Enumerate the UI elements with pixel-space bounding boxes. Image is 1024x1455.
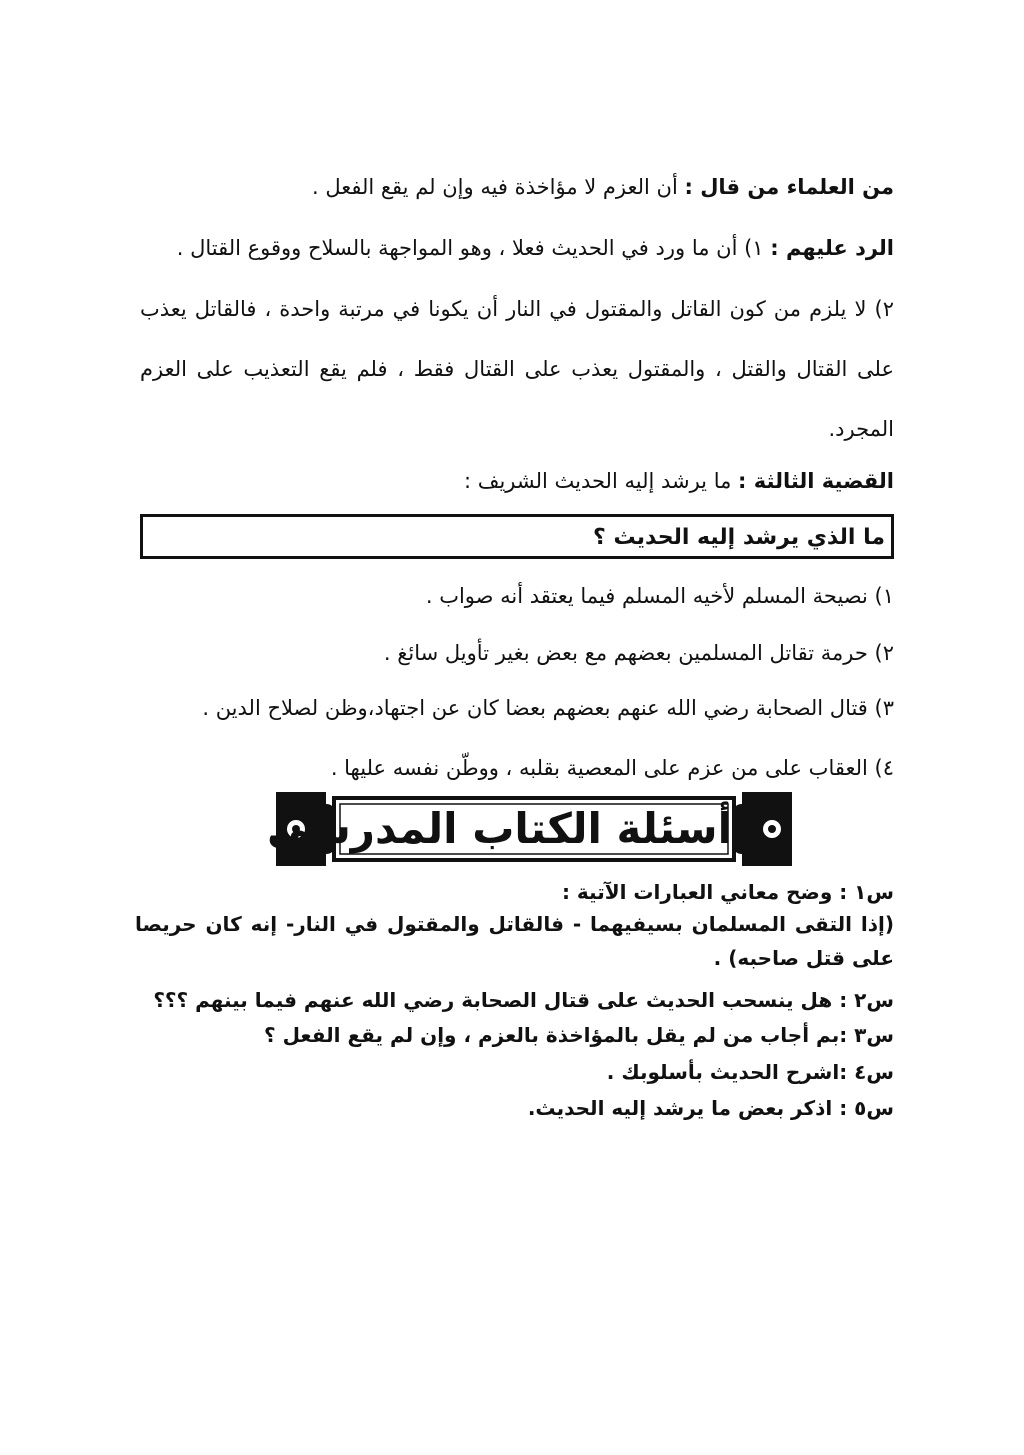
paragraph-text: أن العزم لا مؤاخذة فيه وإن لم يقع الفعل . [311,175,678,199]
paragraph-label: الرد عليهم : [770,236,894,260]
question-1: س١ : وضح معاني العبارات الآتية : [561,880,894,904]
question-3: س٣ :بم أجاب من لم يقل بالمؤاخذة بالعزم ، وإن لم يقع الفعل ؟ [264,1023,894,1047]
paragraph-line: على القتال والقتل ، والمقتول يعذب على القتال فقط ، فلم يقع التعذيب على العزم [140,357,894,381]
guidance-item: ١) نصيحة المسلم لأخيه المسلم فيما يعتقد أنه صواب . [425,584,894,608]
paragraph-text: ١) أن ما ورد في الحديث فعلا ، وهو المواجهة بالسلاح ووقوع القتال . [176,236,764,260]
paragraph-label: القضية الثالثة : [738,469,894,493]
banner-title: أسئلة الكتاب المدرسي [267,804,732,853]
paragraph-rebuttal [140,233,894,263]
paragraph-third-issue [140,466,894,496]
question-2: س٢ : هل ينسحب الحديث على قتال الصحابة رضي الله عنهم فيما بينهم ؟؟؟ [153,988,894,1012]
paragraph-label: من العلماء من قال : [684,175,894,199]
section-banner [267,790,794,868]
question-5: س٥ : اذكر بعض ما يرشد إليه الحديث. [527,1096,894,1120]
paragraph-line: ٢) لا يلزم من كون القاتل والمقتول في النار أن يكونا في مرتبة واحدة ، فالقاتل يعذب [140,297,894,321]
boxed-heading-text: ما الذي يرشد إليه الحديث ؟ [593,525,885,550]
question-1-quote: (إذا التقى المسلمان بسيفيهما - فالقاتل والمقتول في النار- إنه كان حريصا [135,912,894,936]
question-4: س٤ :اشرح الحديث بأسلوبك . [606,1060,894,1084]
paragraph-line: المجرد. [828,417,894,441]
paragraph-text: ما يرشد إليه الحديث الشريف : [463,469,732,493]
guidance-item: ٣) قتال الصحابة رضي الله عنهم بعضهم بعضا كان عن اجتهاد،وظن لصلاح الدين . [202,696,894,720]
guidance-item: ٤) العقاب على من عزم على المعصية بقلبه ، ووطّن نفسه عليها . [330,756,894,780]
boxed-heading [140,514,894,559]
paragraph-scholars-opinion [140,172,894,202]
question-1-quote-end: على قتل صاحبه) . [713,946,894,970]
guidance-item: ٢) حرمة تقاتل المسلمين بعضهم مع بعض بغير تأويل سائغ . [383,641,894,665]
